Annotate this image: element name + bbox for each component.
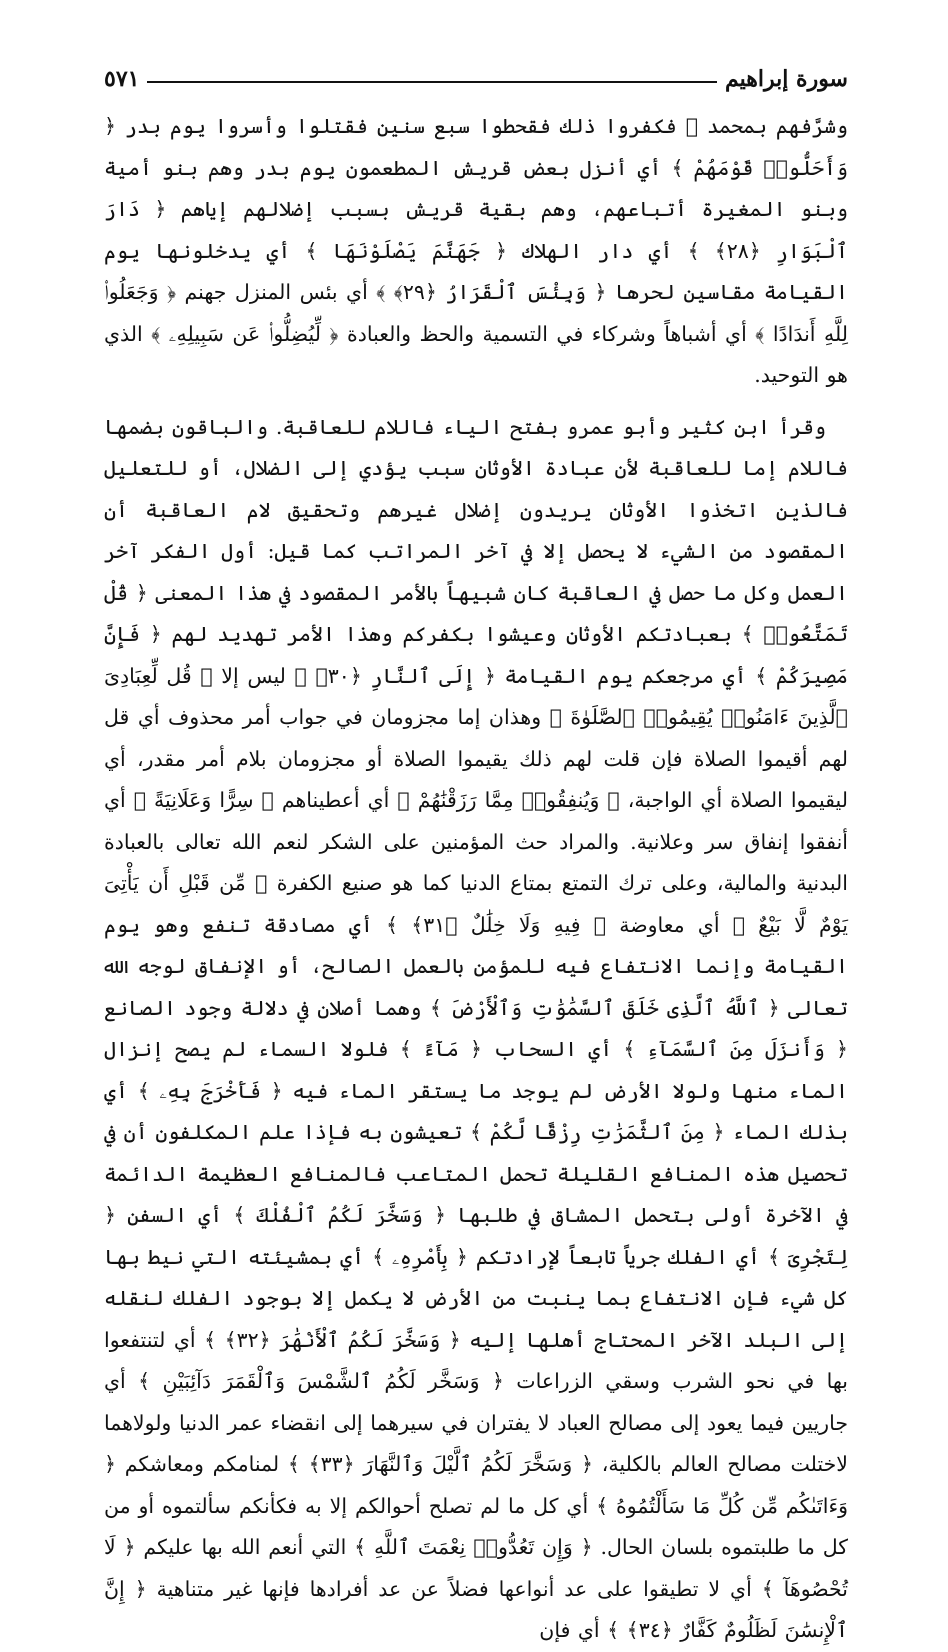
paragraph-1: وشرَّفهم بمحمد ﷺ فكفروا ذلك فقحطوا سبع سنين فقتلوا وأسروا يوم بدر ﴿ وَأَحَلُّوا۟ قَوْمَهُمْ ﴾ أي أنزل بعض قريش المطعمون يوم بدر وهم بنو أمية وبنو المغيرة أتباعهم، وهم بقية قريش بسبب إضلالهم إياهم ﴿ دَارَ ٱلْبَوَارِ ﴿٢٨﴾ ﴾ أي دار الهلاك ﴿ جَهَنَّمَ يَصْلَوْنَهَا ﴾ أي يدخلونها يوم القيامة مقاسين لحرها ﴿ وَبِئْسَ ٱلْقَرَارُ ﴿٢٩﴾ ﴾ أي بئس المنزل جهنم ﴿ وَجَعَلُوا۟ لِلَّهِ أَندَادًا ﴾ أي أشباهاً وشركاء في التسمية والحظ والعبادة ﴿ لِّيُضِلُّوا۟ عَن سَبِيلِهِۦ ﴾ الذي هو التوحيد. <box>104 114 848 387</box>
running-header <box>104 58 848 92</box>
paragraph-2: وقرأ ابن كثير وأبو عمرو بفتح الياء فاللام للعاقبة. والباقون بضمها فاللام إما للعاقبة لأن عبادة الأوثان سبب يؤدي إلى الضلال، أو للتعليل فالذين اتخذوا الأوثان يريدون إضلال غيرهم وتحقيق لام العاقبة أن المقصود من الشيء لا يحصل إلا في آخر المراتب كما قيل: أول الفكر آخر العمل وكل ما حصل في العاقبة كان شبيهاً بالأمر المقصود في هذا المعنى ﴿ قُلْ تَمَتَّعُوا۟ ﴾ بعبادتكم الأوثان وعيشوا بكفركم وهذا الأمر تهديد لهم ﴿ فَإِنَّ مَصِيرَكُمْ ﴾ أي مرجعكم يوم القيامة ﴿ إِلَى ٱلنَّارِ ﴿٣٠﴾ ﴾ ليس إلا ﴿ قُل لِّعِبَادِىَ ٱلَّذِينَ ءَامَنُوا۟ يُقِيمُوا۟ ٱلصَّلَوٰةَ ﴾ وهذان إما مجزومان في جواب أمر محذوف أي قل لهم أقيموا الصلاة فإن قلت لهم ذلك يقيموا الصلاة أو مجزومان بلام أمر مقدر، أي ليقيموا الصلاة أي الواجبة، ﴿ وَيُنفِقُوا۟ مِمَّا رَزَقْنَٰهُمْ ﴾ أي أعطيناهم ﴿ سِرًّا وَعَلَانِيَةً ﴾ أي أنفقوا إنفاق سر وعلانية. والمراد حث المؤمنين على الشكر لنعم الله تعالى بالعبادة البدنية والمالية، وعلى ترك التمتع بمتاع الدنيا كما هو صنيع الكفرة ﴿ مِّن قَبْلِ أَن يَأْتِىَ يَوْمٌ لَّا بَيْعٌ ﴾ أي معاوضة ﴿ فِيهِ وَلَا خِلَٰلٌ ﴿٣١﴾ ﴾ أي مصادقة تنفع وهو يوم القيامة وإنما الانتفاع فيه للمؤمن بالعمل الصالح، أو الإنفاق لوجه الله تعالى ﴿ ٱللَّهُ ٱلَّذِى خَلَقَ ٱلسَّمَٰوَٰتِ وَٱلْأَرْضَ ﴾ وهما أصلان في دلالة وجود الصانع ﴿ وَأَنزَلَ مِنَ ٱلسَّمَآءِ ﴾ أي السحاب ﴿ مَآءً ﴾ فلولا السماء لم يصح إنزال الماء منها ولولا الأرض لم يوجد ما يستقر الماء فيه ﴿ فَأَخْرَجَ بِهِۦ ﴾ أي بذلك الماء ﴿ مِنَ ٱلثَّمَرَٰتِ رِزْقًا لَّكُمْ ﴾ تعيشون به فإذا علم المكلفون أن في تحصيل هذه المنافع القليلة تحمل المتاعب فالمنافع العظيمة الدائمة في الآخرة أولى بتحمل المشاق في طلبها ﴿ وَسَخَّرَ لَكُمُ ٱلْفُلْكَ ﴾ أي السفن ﴿ لِتَجْرِىَ ﴾ أي الفلك جرياً تابعاً لإرادتكم ﴿ بِأَمْرِهِۦ ﴾ أي بمشيئته التي نيط بها كل شيء فإن الانتفاع بما ينبت من الأرض لا يكمل إلا بوجود الفلك لنقله إلى البلد الآخر المحتاج أهلها إليه ﴿ وَسَخَّرَ لَكُمُ ٱلْأَنْهَٰرَ ﴿٣٢﴾ ﴾ أي لتنتفعوا بها في نحو الشرب وسقي الزراعات ﴿ وَسَخَّر لَكُمُ ٱلشَّمْسَ وَٱلْقَمَرَ دَآئِبَيْنِ ﴾ أي جاريين فيما يعود إلى مصالح العباد لا يفتران في سيرهما إلى انقضاء عمر الدنيا ولولاهما لاختلت مصالح العالم بالكلية، ﴿ وَسَخَّرَ لَكُمُ ٱلَّيْلَ وَٱلنَّهَارَ ﴿٣٣﴾ ﴾ لمنامكم ومعاشكم ﴿ وَءَاتَىٰكُم مِّن كُلِّ مَا سَأَلْتُمُوهُ ﴾ أي كل ما لم تصلح أحوالكم إلا به فكأنكم سألتموه أو من كل ما طلبتموه بلسان الحال. ﴿ وَإِن تَعُدُّوا۟ نِعْمَتَ ٱللَّهِ ﴾ التي أنعم الله بها عليكم ﴿ لَا تُحْصُوهَآ ﴾ أي لا تطيقوا على عد أنواعها فضلاً عن عد أفرادها فإنها غير متناهية ﴿ إِنَّ ٱلْإِنسَٰنَ لَظَلُومٌ كَفَّارٌ ﴿٣٤﴾ ﴾ أي فإن <box>104 414 849 1642</box>
header-rule <box>147 81 717 83</box>
surah-title: سورة إبراهيم <box>725 66 848 92</box>
page-number: ٥٧١ <box>104 66 140 92</box>
